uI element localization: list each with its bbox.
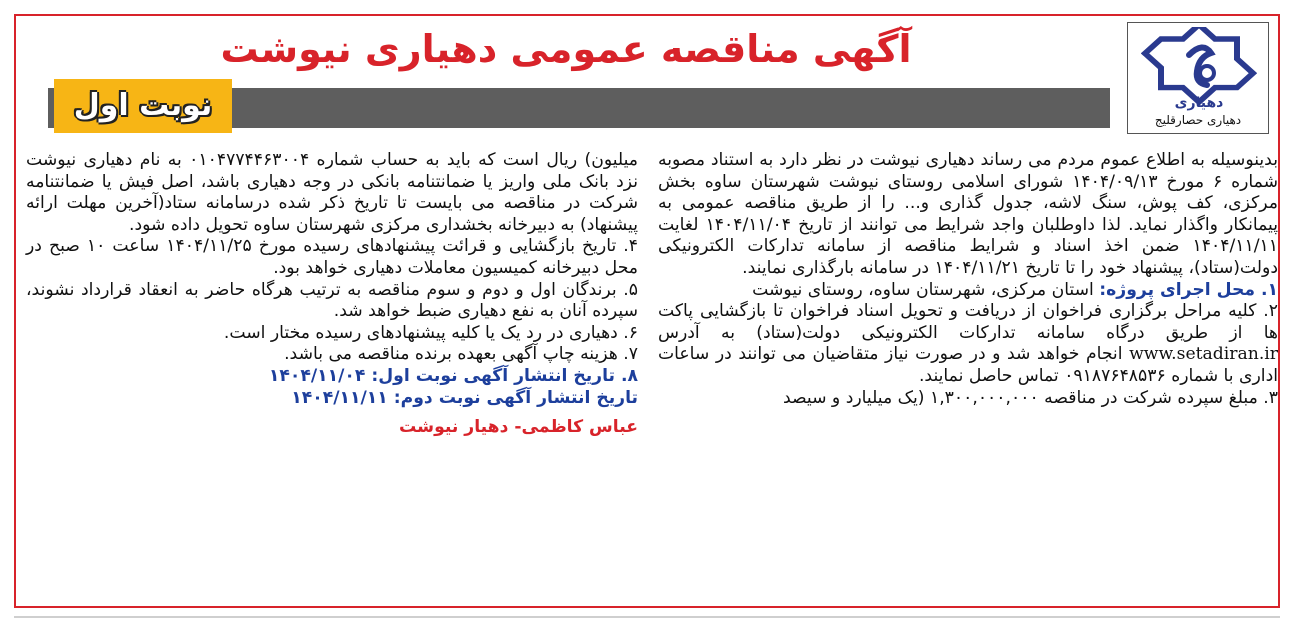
bottom-divider (14, 616, 1280, 618)
item-2 (658, 301, 1278, 387)
item-2-after: انجام خواهد شد و در صورت نیاز متقاضیان می توانند در ساعات اداری با شماره ۰۹۱۸۷۶۴۸۵۳۶ تماس حاصل نمایند. (658, 344, 1278, 386)
intro-paragraph: بدینوسیله به اطلاع عموم مردم می رساند دهیاری نیوشت در نظر دارد به استناد مصوبه شماره ۶ مورخ ۱۴۰۴/۰۹/۱۳ شورای اسلامی روستای نیوشت شهرستان ساوه بخش مرکزی، کف پوش، سنگ لاشه، جدول گذاری و... را از طریق مناقصه عمومی به پیمانکار واگذار نماید. لذا داوطلبان واجد شرایط می توانند از تاریخ ۱۴۰۴/۱۱/۰۴ لغایت ۱۴۰۴/۱۱/۱۱ ضمن اخذ اسناد و شرایط مناقصه از سامانه تدارکات الکترونیکی دولت(ستاد)، پیشنهاد خود را تا تاریخ ۱۴۰۴/۱۱/۲۱ در سامانه بارگذاری نمایند. (658, 150, 1279, 278)
item-9 (26, 388, 638, 410)
item-1-text: استان مرکزی، شهرستان ساوه، روستای نیوشت (752, 279, 1094, 300)
item-5: ۵. برندگان اول و دوم و سوم مناقصه به ترتیب هرگاه حاضر به انعقاد قرارداد نشوند، سپرده آنان به نفع دهیاری ضبط خواهد شد. (26, 279, 638, 322)
setad-url-link[interactable]: www.setadiran.ir (1129, 344, 1278, 365)
second-publish-label: تاریخ انتشار آگهی نوبت دوم: (393, 387, 638, 408)
item-1-label: ۱. محل اجرای پروژه: (1099, 279, 1278, 300)
item-8 (26, 366, 638, 388)
right-column (658, 150, 1278, 409)
page-title: آگهی مناقصه عمومی دهیاری نیوشت (220, 27, 912, 71)
second-publish-date: ۱۴۰۴/۱۱/۱۱ (291, 387, 388, 408)
signature: عباس کاظمی- دهیار نیوشت (398, 417, 638, 438)
item-4: ۴. تاریخ بازگشایی و قرائت پیشنهادهای رسیده مورخ ۱۴۰۴/۱۱/۲۵ ساعت ۱۰ صبح در محل دبیرخانه کمیسیون معاملات دهیاری خواهد بود. (26, 236, 638, 278)
left-column (26, 150, 638, 439)
item-1 (658, 280, 1278, 302)
dehyari-emblem-icon (1141, 27, 1257, 111)
item-6: ۶. دهیاری در رد یک یا کلیه پیشنهادهای رسیده مختار است. (223, 322, 638, 343)
item-7: ۷. هزینه چاپ آگهی بعهده برنده مناقصه می باشد. (284, 344, 638, 365)
first-publish-date: ۱۴۰۴/۱۱/۰۴ (268, 365, 366, 386)
round-badge: نوبت اول (54, 79, 232, 133)
item-3-start: ۳. مبلغ سپرده شرکت در مناقصه ۱,۳۰۰,۰۰۰,۰۰۰ (یک میلیارد و سیصد (782, 387, 1278, 408)
logo-box (1127, 22, 1269, 134)
logo-emblem-text: دهیاری (1174, 95, 1224, 111)
item-3-continued: میلیون) ریال است که باید به حساب شماره ۰۱۰۴۷۷۴۴۶۳۰۰۴ به نام دهیاری نیوشت نزد بانک ملی واریز یا ضمانتنامه بانکی در وجه دهیاری باشد، اصل فیش یا ضمانتنامه شرکت در مناقصه می بایست تا تاریخ ذکر شده درسامانه ستاد(آخرین مهلت ارائه پیشنهاد) به دبیرخانه بخشداری مرکزی شهرستان ساوه تحویل داده شود. (26, 150, 638, 235)
first-publish-label: ۸. تاریخ انتشار آگهی نوبت اول: (371, 365, 638, 386)
logo-caption: دهیاری حصارقلیج (1154, 113, 1242, 127)
item-2-before: ۲. کلیه مراحل برگزاری فراخوان از دریافت و تحویل اسناد فراخوان تا بازگشایی پاکت ها از طریق درگاه سامانه تدارکات الکترونیکی دولت(ستاد) به آدرس (658, 301, 1278, 343)
